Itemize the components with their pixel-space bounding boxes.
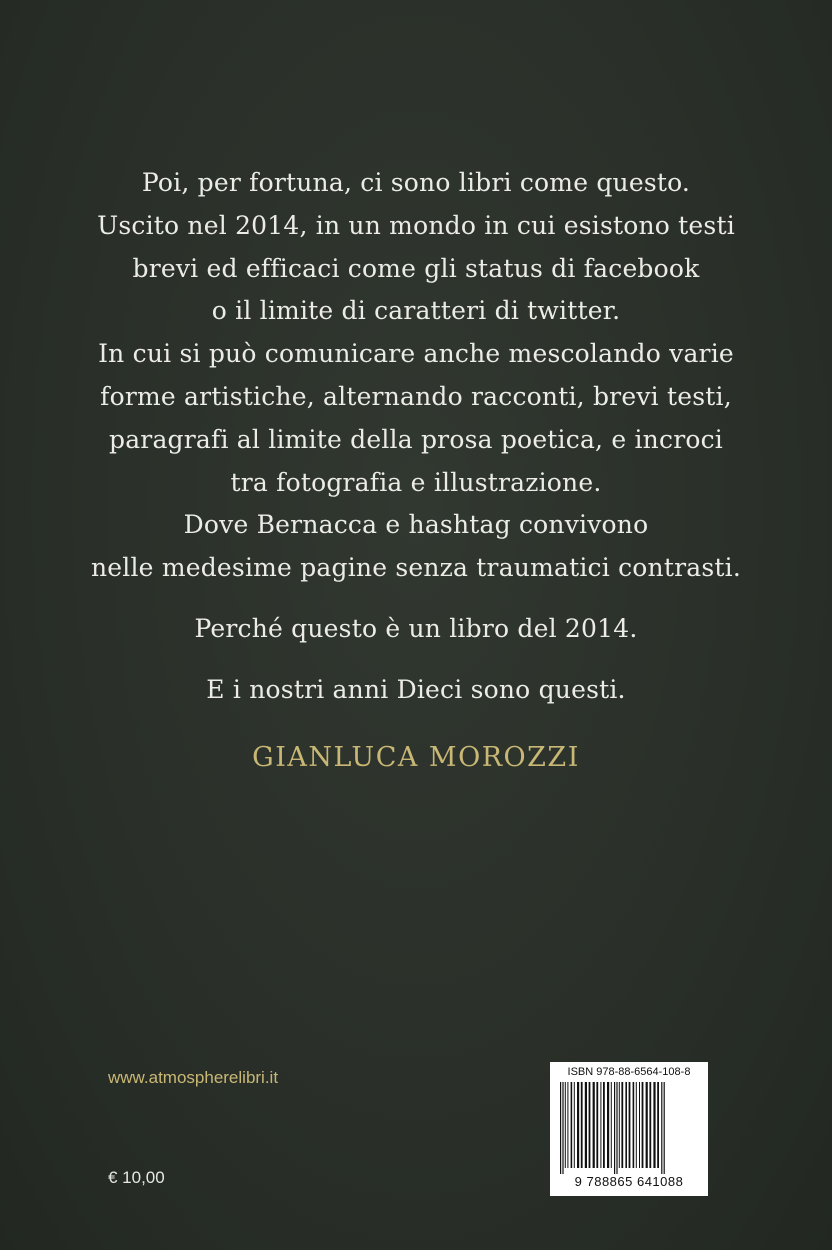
blurb-line: o il limite di caratteri di twitter. [211,296,621,326]
blurb-line: forme artistiche, alternando racconti, brevi testi, [100,381,732,411]
barcode-bar [574,1082,575,1168]
barcode-bar [585,1082,587,1168]
author-name: GIANLUCA MOROZZI [252,742,580,773]
barcode-bar [614,1082,615,1174]
blurb-line: Dove Bernacca e hashtag convivono [183,510,649,540]
ean-digits: 9 788865 641088 [574,1174,684,1189]
barcode-bar [577,1082,579,1168]
blurb-line: tra fotografia e illustrazione. [230,467,602,497]
blurb-line: brevi ed efficaci come gli status di facebook [132,253,700,283]
barcode-bars [556,1082,702,1174]
barcode-bar [616,1082,617,1174]
barcode-bar [646,1082,648,1168]
barcode-bar [611,1082,612,1168]
barcode-bar [636,1082,637,1168]
barcode-bar [664,1082,665,1174]
barcode-bar [603,1082,605,1168]
barcode-bar [629,1082,631,1168]
blurb-line: Uscito nel 2014, in un mondo in cui esistono testi [97,210,735,240]
blurb-closing-line: E i nostri anni Dieci sono questi. [206,674,626,704]
isbn-label: ISBN 978-88-6564-108-8 [567,1066,691,1078]
blurb-line: paragrafi al limite della prosa poetica, e incroci [108,424,723,454]
barcode-bar [657,1082,659,1168]
barcode [550,1062,708,1196]
barcode-bar [639,1082,640,1168]
barcode-bar [565,1082,566,1168]
barcode-bar [567,1082,568,1168]
barcode-bar [642,1082,644,1168]
barcode-bar [600,1082,601,1168]
blurb-line: Poi, per fortuna, ci sono libri come questo. [141,168,691,197]
barcode-bar [560,1082,561,1174]
price-label: € 10,00 [108,1168,165,1187]
publisher-website: www.atmospherelibri.it [108,1068,279,1087]
blurb-closing-line: Perché questo è un libro del 2014. [194,613,638,643]
barcode-bar [653,1082,655,1168]
barcode-bar [562,1082,563,1174]
blurb-line: nelle medesime pagine senza traumatici contrasti. [91,553,741,583]
barcode-bar [596,1082,598,1168]
barcode-bar [633,1082,635,1168]
barcode-bar [649,1082,651,1168]
barcode-bar [625,1082,627,1168]
blurb-text [0,162,832,712]
barcode-bar [571,1082,573,1168]
barcode-bar [581,1082,583,1168]
barcode-bar [589,1082,591,1168]
barcode-bar [607,1082,609,1168]
barcode-bar [621,1082,623,1168]
barcode-bar [661,1082,662,1174]
barcode-bar [593,1082,595,1168]
blurb-line: In cui si può comunicare anche mescolando varie [98,339,734,369]
barcode-bar [619,1082,620,1168]
